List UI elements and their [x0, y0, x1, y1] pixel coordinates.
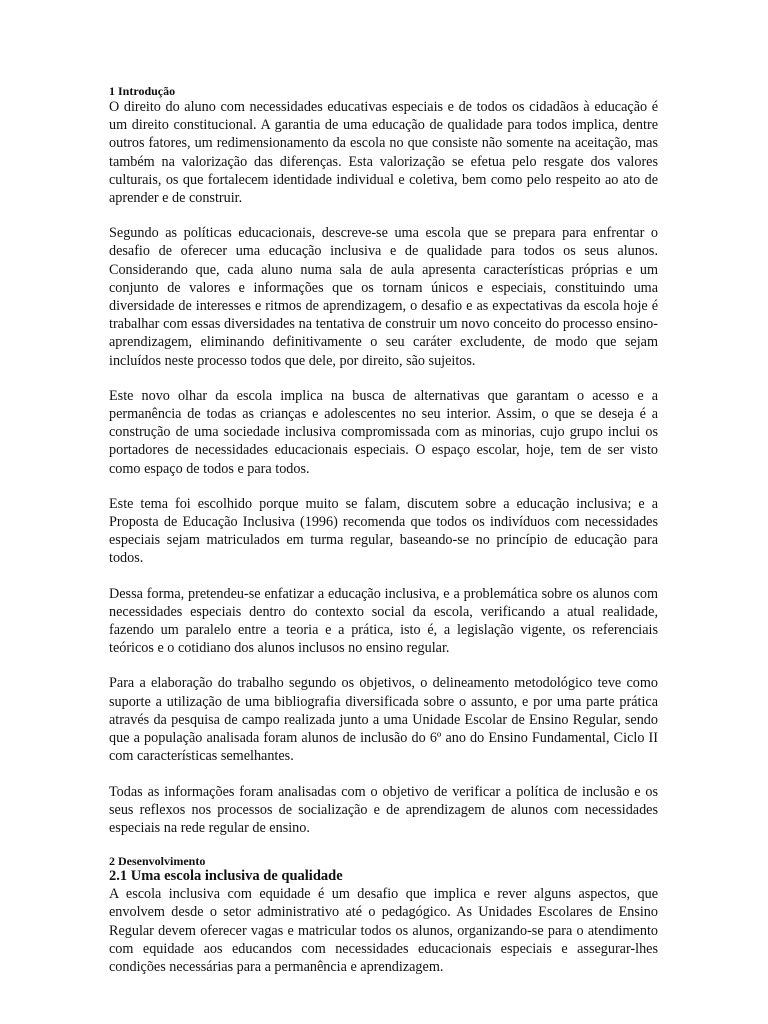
intro-paragraph-4: Este tema foi escolhido porque muito se falam, discutem sobre a educação inclusiva; e a Proposta de Educação Inclusiva (1996) recomenda que todos os indivíduos com necessidades especiais sejam matriculados em turma regular, baseando-se no princípio de educação para todos. [109, 495, 658, 567]
intro-paragraph-2: Segundo as políticas educacionais, descreve-se uma escola que se prepara para enfrentar o desafio de oferecer uma educação inclusiva e de qualidade para todos os seus alunos. Considerando que, cada aluno numa sala de aula apresenta características próprias e um conjunto de valores e informações que os tornam únicos e especiais, constituindo uma diversidade de interesses e ritmos de aprendizagem, o desafio e as expectativas da escola hoje é trabalhar com essas diversidades na tentativa de construir um novo conceito do processo ensino-aprendizagem, eliminando definitivamente o seu caráter excludente, de modo que sejam incluídos neste processo todos que dele, por direito, são sujeitos. [109, 225, 658, 369]
section-2-title: 2 Desenvolvimento [109, 854, 206, 869]
intro-paragraph-3: Este novo olhar da escola implica na busca de alternativas que garantam o acesso e a permanência de todas as crianças e adolescentes no seu interior. Assim, o que se deseja é a construção de uma sociedade inclusiva compromissada com as minorias, cujo grupo inclui os portadores de necessidades educacionais especiais. O espaço escolar, hoje, tem de ser visto como espaço de todos e para todos. [109, 387, 658, 477]
subsection-2-1-title: 2.1 Uma escola inclusiva de qualidade [109, 868, 343, 885]
intro-paragraph-5: Dessa forma, pretendeu-se enfatizar a educação inclusiva, e a problemática sobre os alunos com necessidades especiais dentro do contexto social da escola, verificando a atual realidade, fazendo um paralelo entre a teoria e a prática, isto é, a legislação vigente, os referenciais teóricos e o cotidiano dos alunos inclusos no ensino regular. [109, 585, 658, 657]
section-1-title: 1 Introdução [109, 84, 176, 98]
intro-paragraph-7: Todas as informações foram analisadas com o objetivo de verificar a política de inclusão e os seus reflexos nos processos de socialização e de aprendizagem de alunos com necessidades especiais na rede regular de ensino. [109, 783, 658, 836]
intro-paragraph-6: Para a elaboração do trabalho segundo os objetivos, o delineamento metodológico teve como suporte a utilização de uma bibliografia diversificada sobre o assunto, e por uma parte prática através da pesquisa de campo realizada junto a uma Unidade Escolar de Ensino Regular, sendo que a população analisada foram alunos de inclusão do 6º ano do Ensino Fundamental, Ciclo II com características semelhantes. [109, 675, 658, 765]
intro-paragraph-1: O direito do aluno com necessidades educativas especiais e de todos os cidadãos à educação é um direito constitucional. A garantia de uma educação de qualidade para todos implica, dentre outros fatores, um redimensionamento da escola no que consiste não somente na aceitação, mas também na valorização das diferenças. Esta valorização se efetua pelo resgate dos valores culturais, os que fortalecem identidade individual e coletiva, bem como pelo respeito ao ato de aprender e de construir. [109, 99, 658, 207]
development-paragraph-1: A escola inclusiva com equidade é um desafio que implica e rever alguns aspectos, que envolvem desde o setor administrativo até o pedagógico. As Unidades Escolares de Ensino Regular devem oferecer vagas e matricular todos os alunos, organizando-se para o atendimento com equidade aos educandos com necessidades educacionais especiais e assegurar-lhes condições necessárias para a permanência e aprendizagem. [109, 886, 658, 975]
document-page [109, 84, 658, 976]
